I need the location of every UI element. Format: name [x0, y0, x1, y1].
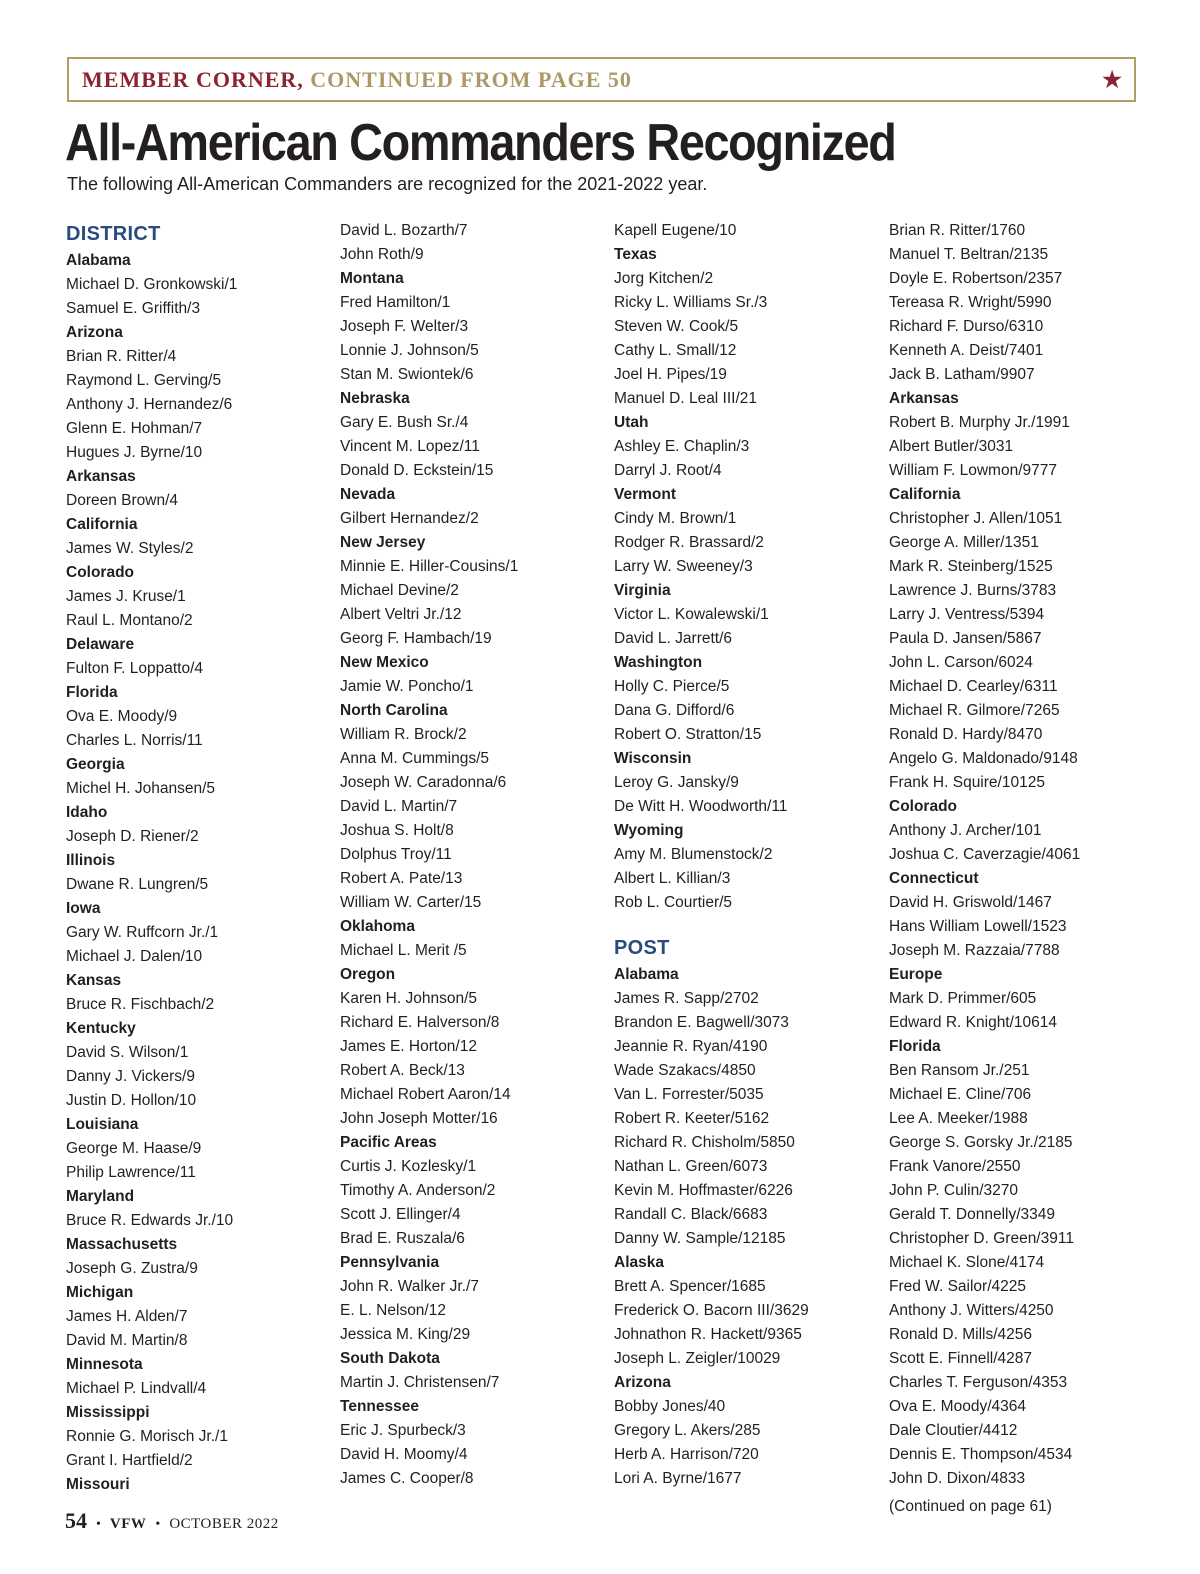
commander-entry: Charles L. Norris/11 [66, 732, 203, 749]
commander-entry: Manuel D. Leal III/21 [614, 390, 758, 407]
state-heading: Georgia [66, 756, 125, 773]
commander-entry: Christopher J. Allen/1051 [889, 510, 1063, 527]
state-heading: New Mexico [340, 654, 429, 671]
state-heading: California [66, 516, 138, 533]
commander-entry: Justin D. Hollon/10 [66, 1092, 197, 1109]
commander-entry: Richard R. Chisholm/5850 [614, 1134, 795, 1151]
commander-entry: Jamie W. Poncho/1 [340, 678, 474, 695]
state-heading: Idaho [66, 804, 108, 821]
state-heading: Colorado [66, 564, 135, 581]
commander-entry: Anthony J. Archer/101 [889, 822, 1042, 839]
commander-entry: Dolphus Troy/11 [340, 846, 452, 863]
state-heading: Missouri [66, 1476, 130, 1493]
page-title: All-American Commanders Recognized [65, 114, 896, 172]
commander-entry: Cindy M. Brown/1 [614, 510, 737, 527]
commander-entry: Frederick O. Bacorn III/3629 [614, 1302, 809, 1319]
commander-entry: Glenn E. Hohman/7 [66, 420, 203, 437]
commander-entry: Holly C. Pierce/5 [614, 678, 730, 695]
commander-entry: Robert B. Murphy Jr./1991 [889, 414, 1070, 431]
commander-entry: Minnie E. Hiller-Cousins/1 [340, 558, 519, 575]
commander-entry: Joel H. Pipes/19 [614, 366, 727, 383]
commander-entry: Scott E. Finnell/4287 [889, 1350, 1033, 1367]
commander-entry: Michael D. Cearley/6311 [889, 678, 1058, 695]
commander-entry: Robert O. Stratton/15 [614, 726, 762, 743]
commander-entry: David M. Martin/8 [66, 1332, 188, 1349]
commander-entry: Ashley E. Chaplin/3 [614, 438, 750, 455]
commander-entry: Brad E. Ruszala/6 [340, 1230, 465, 1247]
banner-continued: CONTINUED FROM PAGE 50 [303, 66, 632, 92]
commander-entry: Doreen Brown/4 [66, 492, 179, 509]
list-column-1 [66, 219, 326, 1497]
commander-entry: Fred W. Sailor/4225 [889, 1278, 1026, 1295]
state-heading: Delaware [66, 636, 135, 653]
state-heading: Wyoming [614, 822, 684, 839]
state-heading: Alaska [614, 1254, 664, 1271]
commander-entry: Gilbert Hernandez/2 [340, 510, 479, 527]
footer-bullet: • [96, 1517, 101, 1532]
commander-entry: Gary E. Bush Sr./4 [340, 414, 469, 431]
commander-entry: Mark R. Steinberg/1525 [889, 558, 1053, 575]
commander-entry: George S. Gorsky Jr./2185 [889, 1134, 1073, 1151]
state-heading: Washington [614, 654, 703, 671]
commander-entry: Frank Vanore/2550 [889, 1158, 1021, 1175]
commander-entry: Gary W. Ruffcorn Jr./1 [66, 924, 219, 941]
commander-entry: David H. Griswold/1467 [889, 894, 1052, 911]
state-heading: Wisconsin [614, 750, 692, 767]
commander-entry: Kenneth A. Deist/7401 [889, 342, 1044, 359]
commander-entry: Anthony J. Hernandez/6 [66, 396, 233, 413]
commander-entry: Joseph M. Razzaia/7788 [889, 942, 1060, 959]
commander-entry: Eric J. Spurbeck/3 [340, 1422, 466, 1439]
banner-text [82, 67, 632, 93]
commander-entry: Anna M. Cummings/5 [340, 750, 490, 767]
state-heading: Iowa [66, 900, 101, 917]
commander-entry: Larry J. Ventress/5394 [889, 606, 1045, 623]
state-heading: Kansas [66, 972, 122, 989]
commander-entry: Leroy G. Jansky/9 [614, 774, 739, 791]
state-heading: Massachusetts [66, 1236, 178, 1253]
commander-entry: Ronnie G. Morisch Jr./1 [66, 1428, 228, 1445]
commander-entry: John P. Culin/3270 [889, 1182, 1018, 1199]
commander-entry: Dennis E. Thompson/4534 [889, 1446, 1073, 1463]
continued-note: (Continued on page 61) [889, 1498, 1052, 1515]
commander-entry: Michael L. Merit /5 [340, 942, 467, 959]
state-heading: North Carolina [340, 702, 448, 719]
state-heading: Oregon [340, 966, 396, 983]
commander-entry: John Roth/9 [340, 246, 424, 263]
commander-entry: Jessica M. King/29 [340, 1326, 471, 1343]
commander-entry: Scott J. Ellinger/4 [340, 1206, 461, 1223]
commander-entry: Albert Butler/3031 [889, 438, 1014, 455]
footer-bullet: • [155, 1517, 161, 1532]
state-heading: Texas [614, 246, 657, 263]
commander-entry: Bruce R. Fischbach/2 [66, 996, 215, 1013]
commander-entry: James C. Cooper/8 [340, 1470, 474, 1487]
commander-entry: Joseph F. Welter/3 [340, 318, 469, 335]
commander-entry: Larry W. Sweeney/3 [614, 558, 753, 575]
commander-entry: Lawrence J. Burns/3783 [889, 582, 1057, 599]
commander-entry: Richard F. Durso/6310 [889, 318, 1044, 335]
state-heading: Montana [340, 270, 404, 287]
commander-entry: Van L. Forrester/5035 [614, 1086, 764, 1103]
commander-entry: George A. Miller/1351 [889, 534, 1039, 551]
state-heading: Mississippi [66, 1404, 150, 1421]
commander-entry: Ova E. Moody/9 [66, 708, 178, 725]
commander-entry: Lori A. Byrne/1677 [614, 1470, 742, 1487]
state-heading: Illinois [66, 852, 116, 869]
state-heading: Tennessee [340, 1398, 419, 1415]
commander-entry: Edward R. Knight/10614 [889, 1014, 1058, 1031]
state-heading: Arkansas [889, 390, 959, 407]
state-heading: Pennsylvania [340, 1254, 440, 1271]
commander-entry: William R. Brock/2 [340, 726, 467, 743]
commander-entry: Timothy A. Anderson/2 [340, 1182, 496, 1199]
commander-entry: David H. Moomy/4 [340, 1446, 468, 1463]
commander-entry: Michael E. Cline/706 [889, 1086, 1032, 1103]
commander-entry: William F. Lowmon/9777 [889, 462, 1057, 479]
commander-entry: James H. Alden/7 [66, 1308, 188, 1325]
commander-entry: Rob L. Courtier/5 [614, 894, 733, 911]
state-heading: Arizona [614, 1374, 671, 1391]
state-heading: Michigan [66, 1284, 134, 1301]
commander-entry: Brian R. Ritter/4 [66, 348, 177, 365]
commander-entry: James R. Sapp/2702 [614, 990, 759, 1007]
commander-entry: Manuel T. Beltran/2135 [889, 246, 1049, 263]
state-heading: Kentucky [66, 1020, 136, 1037]
star-icon: ★ [1102, 66, 1122, 92]
commander-entry: Joshua S. Holt/8 [340, 822, 454, 839]
commander-entry: David L. Martin/7 [340, 798, 458, 815]
commander-entry: Ova E. Moody/4364 [889, 1398, 1026, 1415]
state-heading: Florida [66, 684, 118, 701]
commander-entry: Albert L. Killian/3 [614, 870, 731, 887]
commander-entry: Victor L. Kowalewski/1 [614, 606, 769, 623]
commander-entry: Wade Szakacs/4850 [614, 1062, 756, 1079]
commander-entry: Steven W. Cook/5 [614, 318, 739, 335]
commander-entry: David L. Jarrett/6 [614, 630, 733, 647]
commander-entry: E. L. Nelson/12 [340, 1302, 446, 1319]
commander-entry: Robert R. Keeter/5162 [614, 1110, 770, 1127]
commander-entry: Jack B. Latham/9907 [889, 366, 1035, 383]
state-heading: Pacific Areas [340, 1134, 437, 1151]
commander-entry: Robert A. Pate/13 [340, 870, 463, 887]
commander-entry: Herb A. Harrison/720 [614, 1446, 759, 1463]
commander-entry: John R. Walker Jr./7 [340, 1278, 479, 1295]
commander-entry: Joseph L. Zeigler/10029 [614, 1350, 781, 1367]
commander-entry: Anthony J. Witters/4250 [889, 1302, 1054, 1319]
issue-date: OCTOBER 2022 [169, 1516, 279, 1532]
member-corner-banner [67, 57, 1136, 102]
list-column-4 [889, 219, 1149, 1519]
commander-entry: Michael Devine/2 [340, 582, 459, 599]
commander-entry: Cathy L. Small/12 [614, 342, 737, 359]
commander-entry: Frank H. Squire/10125 [889, 774, 1045, 791]
commander-entry: John L. Carson/6024 [889, 654, 1033, 671]
commander-entry: William W. Carter/15 [340, 894, 482, 911]
commander-entry: Rodger R. Brassard/2 [614, 534, 764, 551]
commander-entry: Doyle E. Robertson/2357 [889, 270, 1063, 287]
commander-entry: Charles T. Ferguson/4353 [889, 1374, 1068, 1391]
commander-entry: Samuel E. Griffith/3 [66, 300, 201, 317]
commander-entry: John D. Dixon/4833 [889, 1470, 1026, 1487]
commander-entry: Joshua C. Caverzagie/4061 [889, 846, 1081, 863]
magazine-name: VFW [109, 1516, 147, 1532]
commander-entry: Gregory L. Akers/285 [614, 1422, 761, 1439]
state-heading: Connecticut [889, 870, 979, 887]
commander-entry: James J. Kruse/1 [66, 588, 186, 605]
commander-entry: Dana G. Difford/6 [614, 702, 735, 719]
commander-entry: Ben Ransom Jr./251 [889, 1062, 1030, 1079]
state-heading: Europe [889, 966, 943, 983]
commander-entry: Vincent M. Lopez/11 [340, 438, 480, 455]
banner-label: MEMBER CORNER, [82, 66, 304, 92]
commander-entry: Stan M. Swiontek/6 [340, 366, 474, 383]
commander-entry: Christopher D. Green/3911 [889, 1230, 1074, 1247]
commander-entry: Martin J. Christensen/7 [340, 1374, 500, 1391]
commander-entry: Albert Veltri Jr./12 [340, 606, 462, 623]
commander-entry: Tereasa R. Wright/5990 [889, 294, 1052, 311]
state-heading: Alabama [614, 966, 679, 983]
commander-entry: Amy M. Blumenstock/2 [614, 846, 773, 863]
commander-entry: Nathan L. Green/6073 [614, 1158, 768, 1175]
commander-entry: Paula D. Jansen/5867 [889, 630, 1042, 647]
state-heading: Virginia [614, 582, 671, 599]
commander-entry: Kevin M. Hoffmaster/6226 [614, 1182, 793, 1199]
commander-entry: Michael K. Slone/4174 [889, 1254, 1045, 1271]
commander-entry: Johnathon R. Hackett/9365 [614, 1326, 802, 1343]
state-heading: Florida [889, 1038, 941, 1055]
commander-entry: Philip Lawrence/11 [66, 1164, 196, 1181]
state-heading: South Dakota [340, 1350, 440, 1367]
state-heading: Utah [614, 414, 649, 431]
state-heading: Arkansas [66, 468, 136, 485]
commander-entry: Dwane R. Lungren/5 [66, 876, 209, 893]
commander-entry: Mark D. Primmer/605 [889, 990, 1037, 1007]
commander-entry: Lonnie J. Johnson/5 [340, 342, 479, 359]
state-heading: Louisiana [66, 1116, 139, 1133]
commander-entry: Brandon E. Bagwell/3073 [614, 1014, 789, 1031]
state-heading: Alabama [66, 252, 131, 269]
commander-entry: Brett A. Spencer/1685 [614, 1278, 766, 1295]
commander-entry: Hans William Lowell/1523 [889, 918, 1067, 935]
commander-entry: Ricky L. Williams Sr./3 [614, 294, 768, 311]
state-heading: Maryland [66, 1188, 135, 1205]
commander-entry: Ronald D. Hardy/8470 [889, 726, 1043, 743]
commander-entry: Richard E. Halverson/8 [340, 1014, 500, 1031]
commander-entry: Joseph W. Caradonna/6 [340, 774, 507, 791]
commander-entry: Georg F. Hambach/19 [340, 630, 492, 647]
commander-entry: Robert A. Beck/13 [340, 1062, 465, 1079]
state-heading: Oklahoma [340, 918, 415, 935]
commander-entry: Dale Cloutier/4412 [889, 1422, 1018, 1439]
commander-entry: Michael J. Dalen/10 [66, 948, 203, 965]
commander-entry: Bobby Jones/40 [614, 1398, 726, 1415]
state-heading: Nevada [340, 486, 396, 503]
commander-entry: Brian R. Ritter/1760 [889, 222, 1026, 239]
state-heading: Colorado [889, 798, 958, 815]
section-heading: DISTRICT [66, 223, 161, 245]
commander-entry: Lee A. Meeker/1988 [889, 1110, 1028, 1127]
page-number: 54 [65, 1508, 87, 1533]
commander-entry: Raul L. Montano/2 [66, 612, 193, 629]
commander-entry: Jeannie R. Ryan/4190 [614, 1038, 768, 1055]
commander-entry: Michel H. Johansen/5 [66, 780, 216, 797]
commander-entry: David L. Bozarth/7 [340, 222, 468, 239]
commander-entry: Darryl J. Root/4 [614, 462, 722, 479]
commander-entry: Donald D. Eckstein/15 [340, 462, 494, 479]
state-heading: Nebraska [340, 390, 410, 407]
commander-entry: Michael Robert Aaron/14 [340, 1086, 511, 1103]
page-footer [65, 1508, 279, 1534]
state-heading: New Jersey [340, 534, 426, 551]
commander-entry: Bruce R. Edwards Jr./10 [66, 1212, 234, 1229]
commander-entry: Grant I. Hartfield/2 [66, 1452, 193, 1469]
commander-entry: Fulton F. Loppatto/4 [66, 660, 204, 677]
commander-entry: Danny W. Sample/12185 [614, 1230, 786, 1247]
list-column-2 [340, 219, 600, 1491]
commander-entry: Ronald D. Mills/4256 [889, 1326, 1033, 1343]
commander-entry: Michael P. Lindvall/4 [66, 1380, 207, 1397]
commander-entry: Raymond L. Gerving/5 [66, 372, 222, 389]
commander-entry: David S. Wilson/1 [66, 1044, 189, 1061]
list-column-3 [614, 219, 874, 1491]
commander-entry: Joseph G. Zustra/9 [66, 1260, 198, 1277]
commander-entry: Kapell Eugene/10 [614, 222, 737, 239]
state-heading: Arizona [66, 324, 123, 341]
state-heading: Vermont [614, 486, 677, 503]
commander-entry: Randall C. Black/6683 [614, 1206, 768, 1223]
commander-entry: Curtis J. Kozlesky/1 [340, 1158, 477, 1175]
commander-entry: Karen H. Johnson/5 [340, 990, 478, 1007]
commander-entry: Hugues J. Byrne/10 [66, 444, 203, 461]
state-heading: California [889, 486, 961, 503]
commander-entry: Fred Hamilton/1 [340, 294, 451, 311]
commander-entry: Angelo G. Maldonado/9148 [889, 750, 1078, 767]
commander-entry: James E. Horton/12 [340, 1038, 477, 1055]
section-heading: POST [614, 937, 670, 959]
commander-entry: Jorg Kitchen/2 [614, 270, 714, 287]
commander-entry: Gerald T. Donnelly/3349 [889, 1206, 1056, 1223]
commander-entry: Joseph D. Riener/2 [66, 828, 199, 845]
commander-entry: Michael D. Gronkowski/1 [66, 276, 238, 293]
page-subtitle: The following All-American Commanders are recognized for the 2021-2022 year. [67, 174, 708, 194]
commander-entry: Michael R. Gilmore/7265 [889, 702, 1060, 719]
commander-entry: George M. Haase/9 [66, 1140, 202, 1157]
state-heading: Minnesota [66, 1356, 143, 1373]
commander-entry: John Joseph Motter/16 [340, 1110, 498, 1127]
commander-entry: Danny J. Vickers/9 [66, 1068, 195, 1085]
commander-entry: De Witt H. Woodworth/11 [614, 798, 788, 815]
commander-entry: James W. Styles/2 [66, 540, 194, 557]
